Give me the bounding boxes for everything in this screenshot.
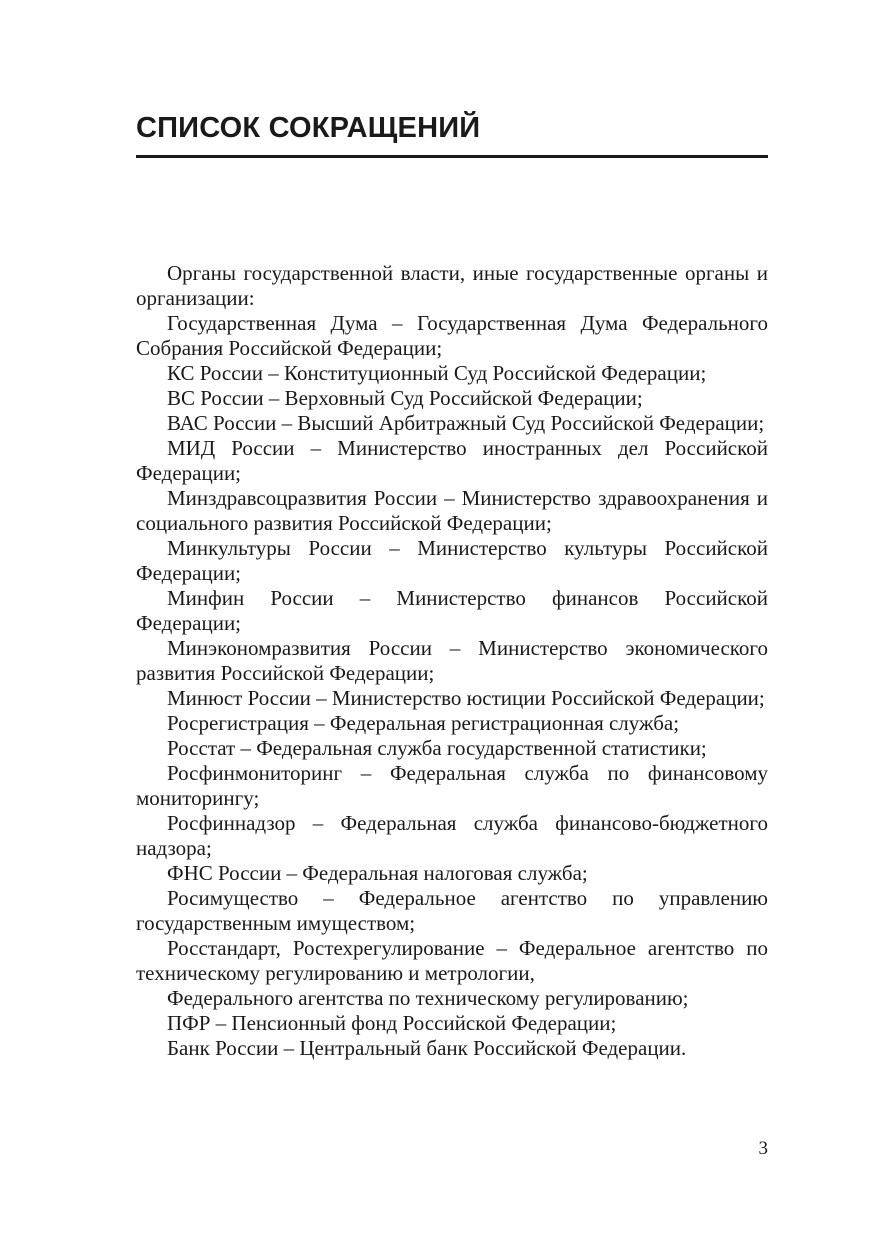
abbreviation-entry: Минэкономразвития России – Министерство экономического развития Российской Федерации; bbox=[136, 636, 768, 685]
abbreviation-entry: Росрегистрация – Федеральная регистрационная служба; bbox=[167, 711, 680, 735]
abbreviation-entry: Росстандарт, Ростехрегулирование – Федеральное агентство по техническому регулированию и метрологии, bbox=[136, 936, 768, 985]
abbreviation-entry: Минздравсоцразвития России – Министерство здравоохранения и социального развития Российской Федерации; bbox=[136, 486, 768, 535]
abbreviation-entry: Государственная Дума – Государственная Дума Федерального Собрания Российской Федерации; bbox=[136, 311, 768, 360]
abbreviation-entry: Росфинмониторинг – Федеральная служба по финансовому мониторингу; bbox=[136, 761, 768, 810]
abbreviation-entry: Росфиннадзор – Федеральная служба финансово-бюджетного надзора; bbox=[136, 811, 768, 860]
abbreviation-entry: Банк России – Центральный банк Российской Федерации. bbox=[167, 1036, 687, 1060]
abbreviation-entry: Федерального агентства по техническому регулированию; bbox=[167, 986, 689, 1010]
abbreviation-entry: КС России – Конституционный Суд Российской Федерации; bbox=[167, 361, 707, 385]
abbreviation-entry: Минфин России – Министерство финансов Российской Федерации; bbox=[136, 586, 768, 635]
abbreviation-entry: Росстат – Федеральная служба государственной статистики; bbox=[167, 736, 707, 760]
abbreviation-entry: ВС России – Верховный Суд Российской Федерации; bbox=[167, 386, 643, 410]
page-number: 3 bbox=[758, 1138, 768, 1159]
abbreviation-entry: ПФР – Пенсионный фонд Российской Федерации; bbox=[167, 1011, 617, 1035]
heading-underline bbox=[136, 155, 768, 158]
intro-paragraph: Органы государственной власти, иные государственные органы и организации: bbox=[136, 261, 768, 310]
abbreviation-entry: ФНС России – Федеральная налоговая служба; bbox=[167, 861, 588, 885]
abbreviation-entry: Росимущество – Федеральное агентство по управлению государственным имуществом; bbox=[136, 886, 768, 935]
page-title: СПИСОК СОКРАЩЕНИЙ bbox=[136, 112, 481, 144]
abbreviation-entry: ВАС России – Высший Арбитражный Суд Российской Федерации; bbox=[167, 411, 765, 435]
abbreviation-entry: Минюст России – Министерство юстиции Российской Федерации; bbox=[167, 686, 765, 710]
abbreviation-entry: МИД России – Министерство иностранных дел Российской Федерации; bbox=[136, 436, 768, 485]
abbreviations-list bbox=[136, 261, 768, 1061]
abbreviation-entry: Минкультуры России – Министерство культуры Российской Федерации; bbox=[136, 536, 768, 585]
